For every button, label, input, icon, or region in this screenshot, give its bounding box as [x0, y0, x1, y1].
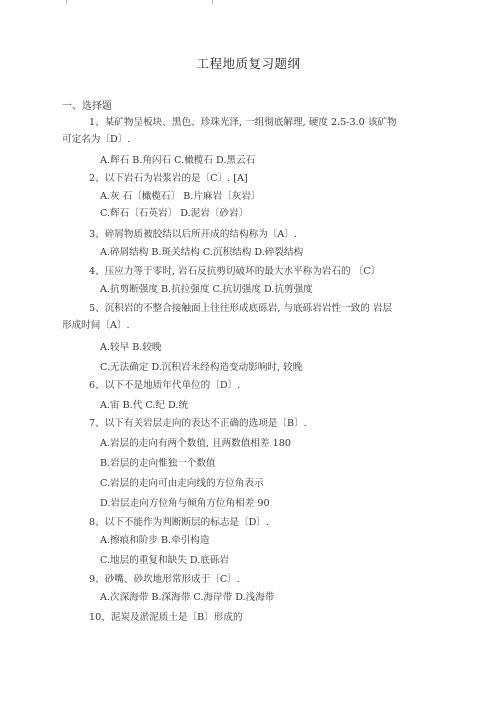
answer-options: C.无法确定 D.沉积岩未经构造变动影响时, 较晚	[100, 362, 303, 373]
answer-options: A.岩层的走向有两个数值, 且两数值相差 180	[100, 438, 291, 449]
answer-options: C.地层的重复和缺失 D.底砾岩	[100, 555, 230, 566]
answer-options: A.较早 B.较晚	[100, 342, 162, 353]
question-text: 可定名为〔D〕.	[62, 134, 131, 145]
answer-options: A.灰 石〔橄榄石〕 B.片麻岩〔灰岩〕	[100, 191, 261, 202]
question-text: 4、压应力等于零时, 岩石反抗剪切破坏的最大水平称为岩石的 〔C〕	[89, 266, 381, 277]
answer-options: A.次深海带 B.深海带 C.海岸带 D.浅海带	[100, 592, 275, 603]
document-title: 工程地质复习题纲	[196, 56, 301, 71]
answer-options: A.宙 B.代 C.纪 D.统	[100, 400, 189, 411]
answer-options: C.辉石〔石英岩〕 D.泥岩〔砂岩〕	[100, 208, 249, 219]
page-tick-right	[212, 0, 213, 4]
answer-options: A.擦痕和阶步 B.牵引构造	[100, 535, 210, 546]
question-text: 5、沉积岩的不整合接触面上往往形成底砾岩, 与底砾岩岩性一致的 岩层	[89, 303, 393, 314]
question-text: 6、以下不是地质年代单位的〔D〕.	[89, 380, 241, 391]
question-text: 3、碎屑物质被胶结以后所开成的结构称为〔A〕.	[89, 229, 297, 240]
answer-options: A.辉石 B.角闪石 C.橄榄石 D.黑云石	[100, 155, 256, 166]
page-tick-left	[66, 0, 67, 4]
question-text: 形成时间〔A〕.	[62, 320, 130, 331]
question-text: 8、以下不能作为判断断层的标志是〔D〕.	[89, 517, 269, 528]
section-heading: 一、选择题	[62, 101, 112, 112]
answer-options: A.碎屑结构 B.斑关结构 C.沉积结构 D.碎裂结构	[100, 247, 304, 258]
answer-options: A.抗剪断强度 B.抗拉强度 C.抗切强度 D.抗剪强度	[100, 284, 313, 295]
question-text: 2、以下岩石为岩浆岩的是〔C〕. [A]	[89, 173, 248, 184]
question-text: 9、砂嘴、砂坎地形常形成于〔C〕.	[89, 574, 240, 585]
question-text: 10、泥炭及淤泥质土是〔B〕形成的	[89, 612, 243, 623]
answer-options: C.岩层的走向可由走向线的方位角表示	[100, 478, 264, 489]
answer-options: B.岩层的走向惟独一个数值	[100, 458, 216, 469]
answer-options: D.岩层走向方位角与倾角方位角相差 90	[100, 498, 270, 509]
question-text: 1、某矿物呈板块、黑色、珍珠光泽, 一组彻底解理, 硬度 2.5-3.0 该矿物	[89, 117, 397, 128]
question-text: 7、以下有关岩层走向的表达不正确的选项是〔B〕.	[89, 418, 307, 429]
